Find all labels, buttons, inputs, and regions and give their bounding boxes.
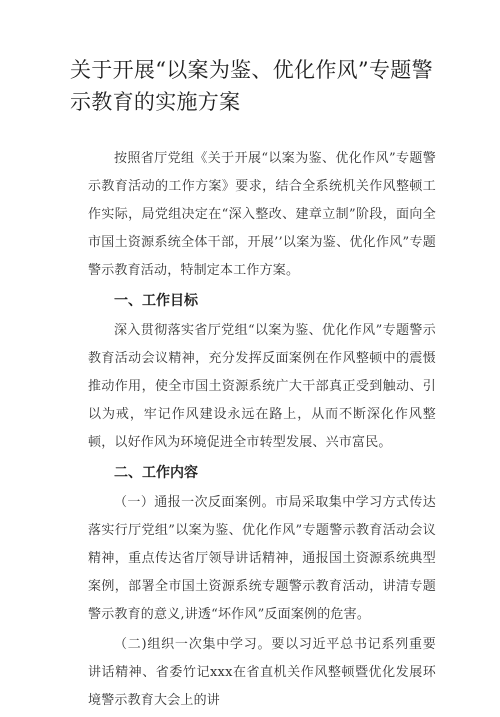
section-heading-goals: 一、工作目标 [114,293,198,309]
document-title: 关于开展“以案为鉴、优化作风”专题警示教育的实施方案 [70,58,433,114]
document-body [88,145,436,717]
content-paragraph-1: （一）通报一次反面案例。市局采取集中学习方式传达落实行厅党组”以案为鉴、优化作风”专题警示教育活动会议精神，重点传达省厅领导讲话精神，通报国土资源系统典型案例，部署全市国土资源系统专题警示教育活动，讲清专题警示教育的意义,讲透“坏作风”反面案例的危害。 [88,495,436,622]
goals-paragraph: 深入贯彻落实省厅党组“以案为鉴、优化作风”专题警示教育活动会议精神，充分发挥反面案例在作风整顿中的震慑推动作用，使全市国土资源系统广大干部真正受到触动、引以为戒，牢记作风建设永远在路上，从而不断深化作风整顿，以好作风为环境促进全市转型发展、兴市富民。 [88,323,436,450]
content-paragraph-2: （二)组织一次集中学习。要以习近平总书记系列重要讲话精神、省委竹记xxx在省直机关作风整顿暨优化发展环境警示教育大会上的讲 [88,637,436,708]
section-heading-content: 二、工作内容 [114,465,198,481]
intro-paragraph: 按照省厅党组《关于开展“以案为鉴、优化作风”专题警示教育活动的工作方案》要求，结合全系统机关作风整顿工作实际，局党组决定在“深入整改、建章立制”阶段，面向全市国土资源系统全体干部，开展’’以案为鉴、优化作风”专题警示教育活动，特制定本工作方案。 [88,151,436,278]
